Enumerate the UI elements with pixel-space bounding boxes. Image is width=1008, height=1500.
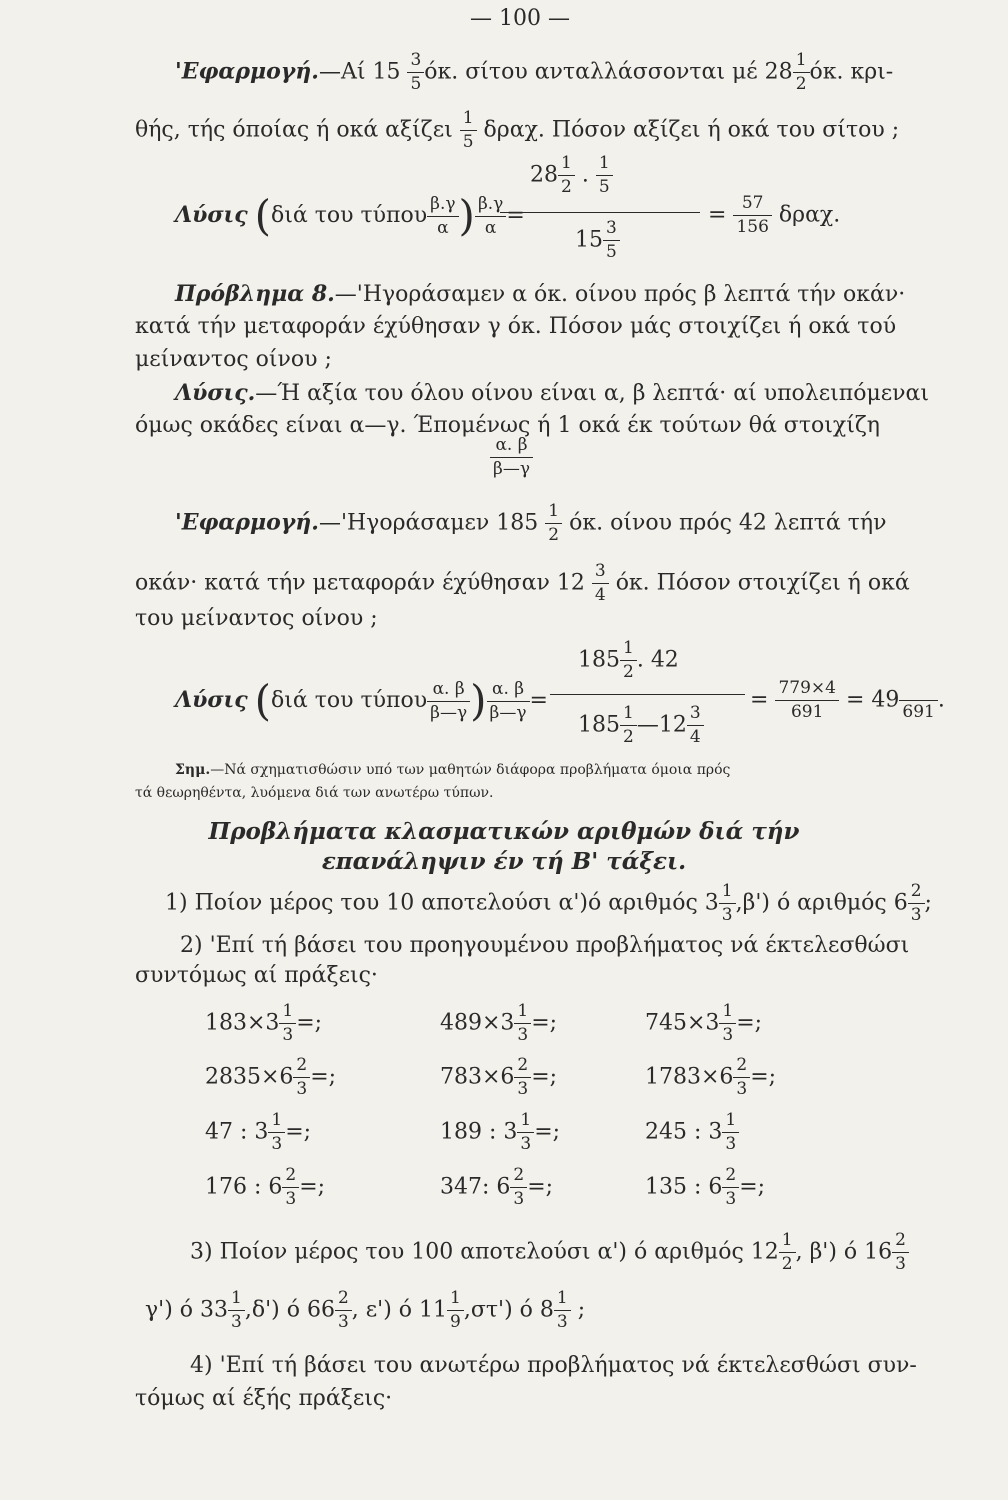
page-number: — 100 — bbox=[470, 6, 570, 31]
solution-label: Λύσις bbox=[175, 202, 248, 228]
text: —Αί 15 bbox=[318, 59, 401, 85]
application-1-line-1 bbox=[175, 52, 893, 93]
question-2-line-2: συντόμως αί πράξεις· bbox=[135, 963, 378, 988]
exercise-item: 135 : 6 $\frac{2}{3}$ =; bbox=[645, 1165, 766, 1209]
text: —Νά σχηματισθώσιν υπό των μαθητών διάφορα προβλήματα όμοια πρός bbox=[210, 762, 731, 778]
exercise-item: 245 : 3 $\frac{1}{3}$ bbox=[645, 1112, 739, 1153]
solution-1-denominator: 15 $\frac{3}{5}$ bbox=[575, 220, 620, 261]
exercise-item: 189 : 3 $\frac{1}{3}$ =; bbox=[440, 1110, 561, 1154]
section-title-line-1: Προβλήματα κλασματικών αριθμών διά τήν bbox=[208, 818, 800, 845]
text: όκ. σίτου ανταλλάσσονται μέ 28 bbox=[424, 59, 793, 85]
question-4-line-2: τόμως αί έξής πράξεις· bbox=[135, 1386, 393, 1411]
text: θής, τής όποίας ή οκά αξίζει bbox=[135, 117, 453, 143]
solution-2: Λύσις (διά του τύπου $\frac{\alpha. \beta}{\beta—\gamma}$ ) $\frac{\alpha. \beta}{\beta—\gamma}$ = bbox=[175, 676, 548, 725]
question-4-line-1: 4) 'Επί τή βάσει του ανωτέρω προβλήματος νά έκτελεσθώσι συν- bbox=[190, 1353, 917, 1378]
solution-2-numerator: 185 $\frac{1}{2}$ . 42 bbox=[578, 638, 679, 682]
exercise-item: 176 : 6 $\frac{2}{3}$ =; bbox=[205, 1165, 326, 1209]
exercise-item: 489×3 $\frac{1}{3}$ =; bbox=[440, 1001, 558, 1045]
text: δραχ. Πόσον αξίζει ή οκά του σίτου ; bbox=[483, 117, 900, 143]
solution-label: Λύσις. bbox=[175, 380, 256, 406]
application-1-line-2 bbox=[135, 110, 899, 151]
solution-1: Λύσις (διά του τύπου $\frac{\beta.\gamma}{\alpha}$ ) $\frac{\beta.\gamma}{\alpha}$ = bbox=[175, 191, 525, 240]
question-1: 1) Ποίον μέρος του 10 αποτελούσι α')ό αριθμός 3 $\frac{1}{3}$ ,β') ό αριθμός 6 $\frac{2}{3}$ ; bbox=[165, 881, 932, 925]
application-2-line-2 bbox=[135, 563, 910, 604]
fraction: $\frac{1}{2}$ bbox=[793, 52, 810, 93]
exercise-item: 1783×6 $\frac{2}{3}$ =; bbox=[645, 1055, 777, 1099]
fraction-bar bbox=[550, 694, 745, 695]
text: όκ. κρι- bbox=[809, 59, 894, 85]
fraction: $\frac{1}{5}$ bbox=[460, 110, 477, 151]
text: οκάν· κατά τήν μεταφοράν έχύθησαν 12 bbox=[135, 570, 585, 596]
fraction: $\frac{3}{4}$ bbox=[592, 563, 609, 604]
application-2-line-3: του μείναντος οίνου ; bbox=[135, 606, 378, 631]
problem-8-line-1 bbox=[175, 283, 905, 306]
text: όκ. Πόσον στοιχίζει ή οκά bbox=[615, 570, 910, 596]
text: διά του τύπου bbox=[271, 688, 428, 713]
application-2-line-1 bbox=[175, 503, 886, 544]
problem-label: Πρόβλημα 8. bbox=[175, 281, 335, 307]
exercise-item: 183×3 $\frac{1}{3}$ =; bbox=[205, 1001, 323, 1045]
text: διά του τύπου bbox=[271, 203, 428, 228]
application-label: 'Εφαρμογή. bbox=[175, 509, 319, 536]
formula-fraction: $\frac{\beta.\gamma}{\alpha}$ bbox=[475, 196, 506, 237]
exercise-item: 783×6 $\frac{2}{3}$ =; bbox=[440, 1055, 558, 1099]
solution-8-line-2: όμως οκάδες είναι α—γ. Έπομένως ή 1 οκά έκ τούτων θά στοιχίζη bbox=[135, 413, 880, 438]
application-label: 'Εφαρμογή. bbox=[175, 58, 319, 85]
exercise-item: 2835×6 $\frac{2}{3}$ =; bbox=[205, 1055, 337, 1099]
note-line-1 bbox=[175, 763, 730, 777]
solution-1-numerator: 28 $\frac{1}{2}$ . $\frac{1}{5}$ bbox=[530, 155, 613, 196]
solution-label: Λύσις bbox=[175, 687, 248, 713]
exercise-item: 347: 6 $\frac{2}{3}$ =; bbox=[440, 1165, 554, 1209]
formula-fraction: $\frac{\alpha. \beta}{\beta—\gamma}$ bbox=[487, 681, 530, 722]
solution-2-denominator: 185 $\frac{1}{2}$ —12 $\frac{3}{4}$ bbox=[578, 705, 704, 746]
text: —'Ηγοράσαμεν 185 bbox=[318, 510, 539, 536]
exercise-item: 745×3 $\frac{1}{3}$ =; bbox=[645, 1001, 763, 1045]
section-title-line-2: επανάληψιν έν τή Β' τάξει. bbox=[321, 848, 687, 875]
question-2-line-1: 2) 'Επί τή βάσει του προηγουμένου προβλήματος νά έκτελεσθώσι bbox=[180, 933, 910, 958]
solution-8-line-1 bbox=[175, 382, 929, 405]
note-line-2: τά θεωρηθέντα, λυόμενα διά των ανωτέρω τύπων. bbox=[135, 785, 494, 801]
note-label: Σημ. bbox=[175, 762, 211, 778]
text: —Ή αξία του όλου οίνου είναι α, β λεπτά· αί υπολειπόμεναι bbox=[255, 381, 930, 406]
fraction-bar bbox=[500, 212, 700, 213]
solution-8-fraction: $\frac{\alpha. \beta}{\beta—\gamma}$ bbox=[490, 437, 533, 478]
question-3-line-2: γ') ό 33 $\frac{1}{3}$ ,δ') ό 66 $\frac{2}{3}$ , ε') ό 11 $\frac{1}{9}$ ,στ') ό 8 $\frac{1}{3}$ ; bbox=[145, 1288, 586, 1332]
text: —'Ηγοράσαμεν α όκ. οίνου πρός β λεπτά τήν οκάν· bbox=[334, 282, 906, 307]
fraction: $\frac{3}{5}$ bbox=[407, 52, 424, 93]
solution-2-result: = $\frac{779\times 4}{691}$ = 49 691 . bbox=[750, 678, 945, 722]
solution-1-result: = $\frac{57}{156}$ δραχ. bbox=[708, 193, 841, 237]
exercise-item: 47 : 3 $\frac{1}{3}$ =; bbox=[205, 1110, 312, 1154]
formula-fraction: $\frac{\beta.\gamma}{\alpha}$ bbox=[427, 196, 458, 237]
text: όκ. οίνου πρός 42 λεπτά τήν bbox=[569, 510, 887, 536]
fraction: $\frac{1}{2}$ bbox=[545, 503, 562, 544]
problem-8-line-2: κατά τήν μεταφοράν έχύθησαν γ όκ. Πόσον μάς στοιχίζει ή οκά τού bbox=[135, 314, 897, 339]
formula-fraction: $\frac{\alpha. \beta}{\beta—\gamma}$ bbox=[427, 681, 470, 722]
question-3-line-1: 3) Ποίον μέρος του 100 αποτελούσι α') ό αριθμός 12 $\frac{1}{2}$ , β') ό 16 $\frac{2}{3}$ bbox=[190, 1232, 909, 1273]
problem-8-line-3: μείναντος οίνου ; bbox=[135, 347, 332, 372]
